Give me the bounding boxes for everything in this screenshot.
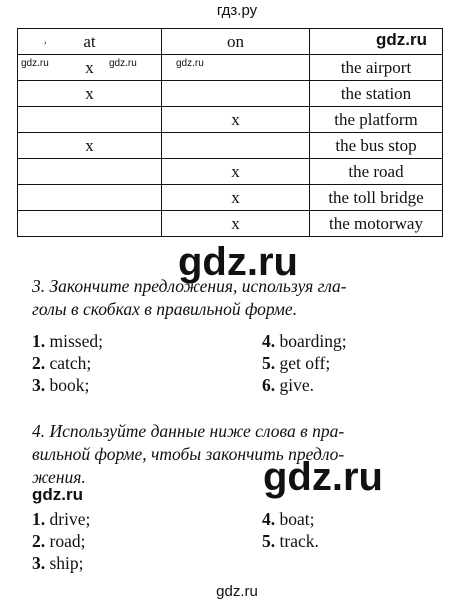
watermark: gdz.ru [376, 30, 427, 49]
task3-instruction: 3. Закончите предложения, используя гла- голы в скобках в правильной форме. [32, 276, 347, 319]
cell-at [18, 211, 162, 237]
table-row [18, 133, 443, 159]
answer-item: 1. drive; [32, 509, 91, 529]
watermark: gdz.ru [109, 58, 137, 69]
cell-place: the toll bridge [310, 185, 443, 211]
site-header: гдз.ру [216, 2, 258, 19]
cell-on [162, 81, 310, 107]
cell-place: the platform [310, 107, 443, 133]
table-row [18, 159, 443, 185]
cell-at: x [18, 81, 162, 107]
answer-item: 6. give. [262, 375, 315, 395]
watermark: gdz.ru [32, 485, 83, 504]
cell-place: the airport [310, 55, 443, 81]
task4-answers-left [32, 508, 90, 574]
cell-at [18, 185, 162, 211]
table-header-row [18, 29, 443, 55]
answer-item: 2. road; [32, 531, 86, 551]
cell-on [162, 55, 310, 81]
task3-answers-left [32, 330, 103, 396]
answer-item: 3. ship; [32, 553, 84, 573]
table-row [18, 81, 443, 107]
answer-item: 4. boat; [262, 509, 315, 529]
cell-at [18, 159, 162, 185]
cell-on: x [162, 107, 310, 133]
table-row [18, 211, 443, 237]
cell-place: the bus stop [310, 133, 443, 159]
task4-instruction: 4. Используйте данные ниже слова в пра- вильной форме, чтобы закончить предло- жения. [32, 421, 345, 487]
cell-at [18, 107, 162, 133]
header-on: on [162, 29, 310, 55]
cell-on: x [162, 211, 310, 237]
task4-answers-right [262, 508, 319, 552]
task3-answers-right [262, 330, 347, 396]
cell-on: x [162, 185, 310, 211]
table-row [18, 185, 443, 211]
watermark: gdz.ru [176, 58, 204, 69]
site-footer: gdz.ru [216, 583, 258, 600]
header-at: , at [18, 29, 162, 55]
answer-item: 4. boarding; [262, 331, 347, 351]
answer-item: 2. catch; [32, 353, 92, 373]
watermark: gdz.ru [21, 58, 49, 69]
table-row [18, 107, 443, 133]
answer-item: 1. missed; [32, 331, 103, 351]
answer-item: 5. track. [262, 531, 319, 551]
cell-at: x [18, 133, 162, 159]
cell-at: gdz.ru x gdz.ru [18, 55, 162, 81]
cell-place: the station [310, 81, 443, 107]
prepositions-table [17, 28, 443, 237]
cell-place: the road [310, 159, 443, 185]
cell-place: the motorway [310, 211, 443, 237]
watermark-large: gdz.ru [178, 240, 298, 284]
table-row [18, 55, 443, 81]
cell-on: x [162, 159, 310, 185]
cell-on [162, 133, 310, 159]
answer-item: 5. get off; [262, 353, 331, 373]
stray-mark: , [44, 35, 47, 46]
answer-item: 3. book; [32, 375, 90, 395]
watermark-large: gdz.ru [263, 455, 383, 499]
header-place [310, 29, 443, 55]
